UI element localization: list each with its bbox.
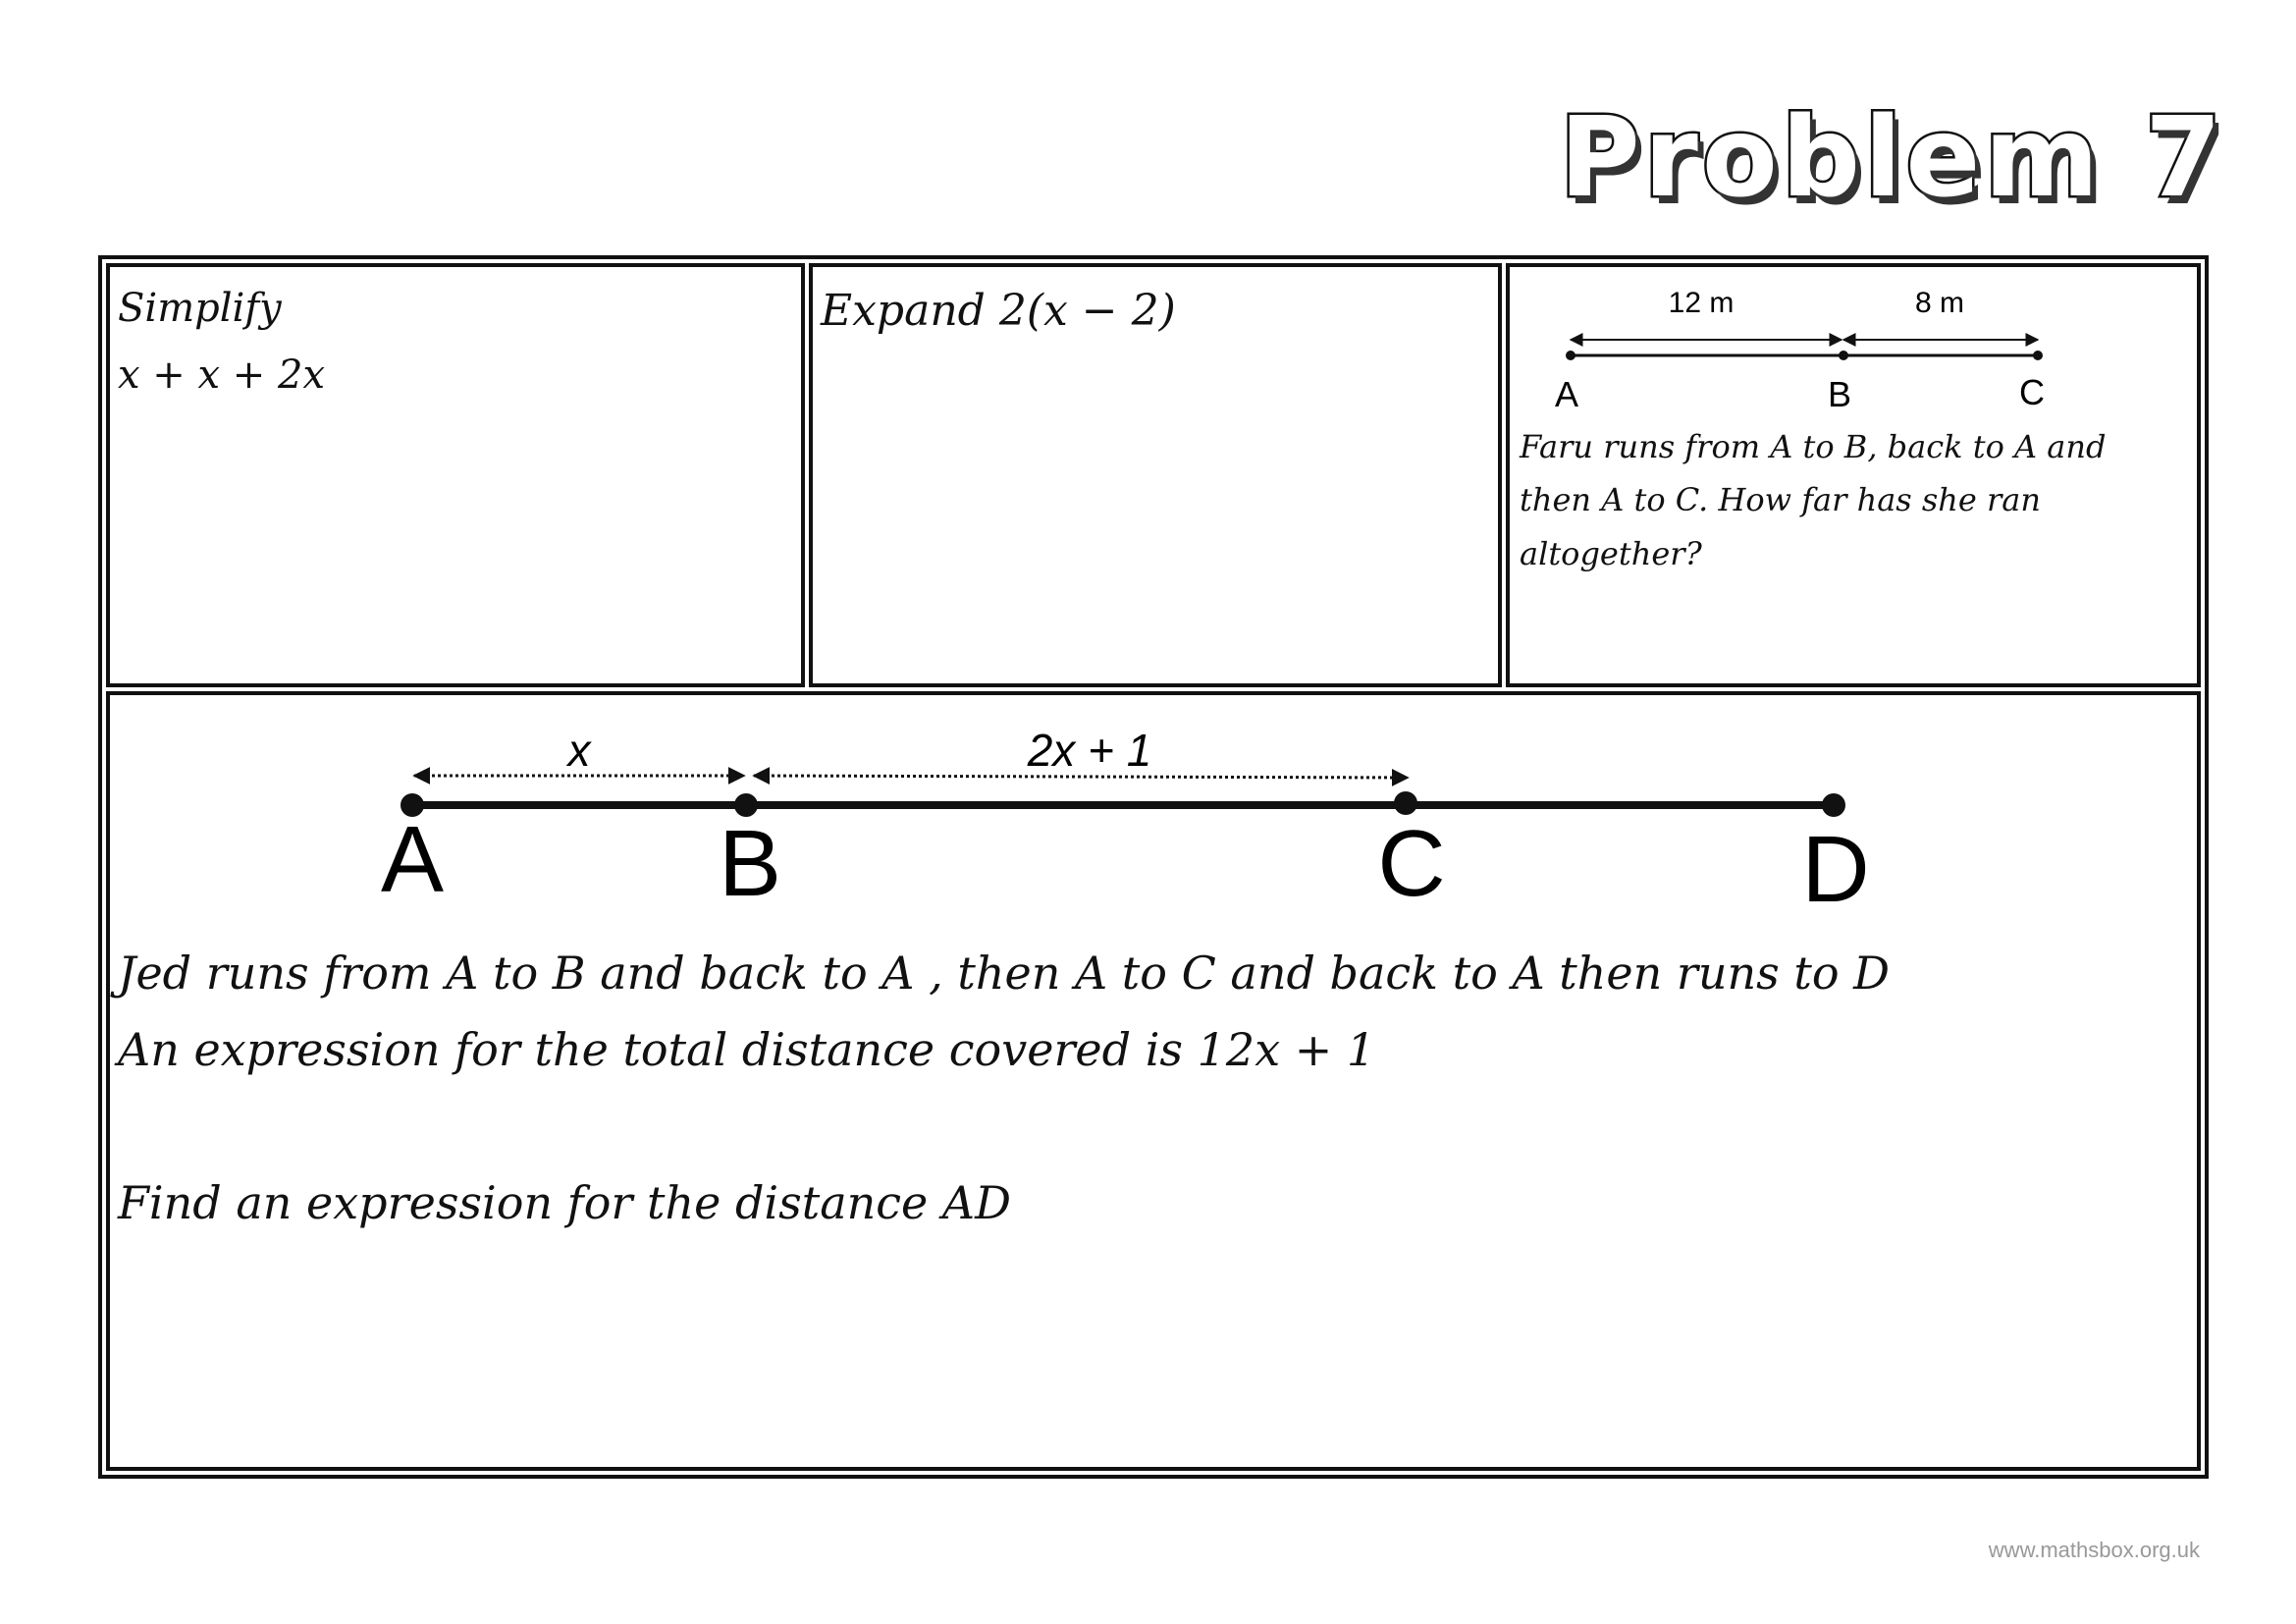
- label-8m: 8 m: [1914, 287, 1965, 319]
- simplify-heading: Simplify: [118, 286, 282, 331]
- point-c-label: C: [2019, 372, 2045, 412]
- page-title: Problem 7: [1559, 94, 2225, 222]
- question-faru-cell: [1506, 263, 2201, 687]
- label-2x-plus-1: 2x + 1: [1027, 725, 1152, 776]
- label-x: x: [567, 725, 591, 776]
- faru-line-2: then A to C. How far has she ran: [1520, 481, 2041, 519]
- point-b-dot: [1839, 351, 1848, 360]
- distance-arrow-bc: [754, 776, 1408, 778]
- point-a-label: A: [1554, 374, 1579, 414]
- label-12m: 12 m: [1668, 287, 1735, 319]
- point-d-dot: [1822, 793, 1845, 817]
- point-b-label: B: [718, 811, 782, 911]
- point-a-dot: [1566, 351, 1575, 360]
- question-expand-cell: [809, 263, 1502, 687]
- question-jed-cell: [106, 691, 2201, 1471]
- jed-line-1: Jed runs from A to B and back to A , then A to C and back to A then runs to D: [118, 947, 1891, 1000]
- simplify-question: [118, 275, 325, 408]
- faru-line-3: altogether?: [1520, 534, 1702, 572]
- point-b-label: B: [1827, 374, 1852, 414]
- jed-number-line-diagram: [110, 695, 2197, 911]
- point-a-label: A: [380, 807, 445, 911]
- jed-line-3: Find an expression for the distance AD: [118, 1176, 1011, 1230]
- question-simplify-cell: [106, 263, 805, 687]
- footer-url: www.mathsbox.org.uk: [1988, 1538, 2200, 1562]
- simplify-expression: x + x + 2x: [118, 352, 326, 398]
- jed-spacer: [118, 1088, 1890, 1164]
- point-c-dot: [2033, 351, 2043, 360]
- point-c-label: C: [1377, 811, 1446, 911]
- expand-question: Expand 2(x − 2): [821, 286, 1176, 336]
- jed-question: [118, 935, 1890, 1242]
- faru-question: [1520, 420, 2106, 580]
- jed-line-2: An expression for the total distance covered is 12x + 1: [118, 1023, 1376, 1077]
- point-d-label: D: [1801, 817, 1870, 911]
- faru-number-line-diagram: [1510, 267, 2197, 424]
- faru-line-1: Faru runs from A to B, back to A and: [1520, 428, 2107, 465]
